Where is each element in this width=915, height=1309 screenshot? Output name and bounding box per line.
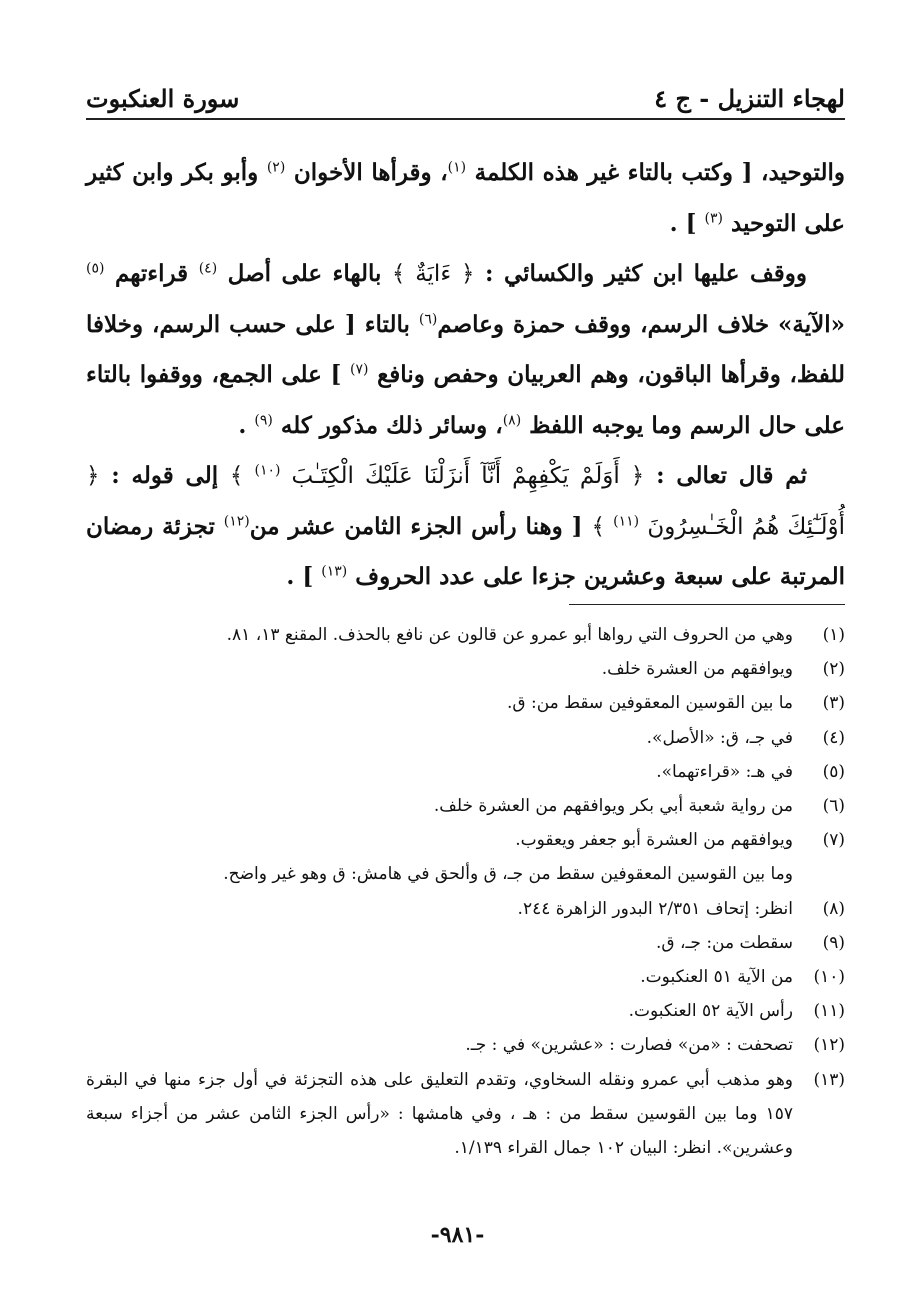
footnote-ref-3[interactable]: (٣) (704, 209, 724, 226)
footnote-ref-7[interactable]: (٧) (349, 361, 369, 378)
footnote-number: (١٣) (813, 1069, 845, 1090)
footnote (86, 823, 845, 857)
text-run: ] . (669, 209, 705, 237)
footnote-divider (569, 604, 845, 605)
footnote (86, 686, 845, 720)
footnote (86, 960, 845, 994)
footnote-number: (١١) (813, 1001, 845, 1022)
footnote-ref-10[interactable]: (١٠) (254, 462, 281, 479)
text-run: إلى قوله : (99, 462, 230, 489)
footnote-number: (٦) (822, 796, 845, 817)
footnote (86, 994, 845, 1028)
text-run: قراءتهم (104, 260, 199, 287)
footnote (86, 789, 845, 823)
footnote-number: (٧) (822, 830, 845, 851)
text-run: . (238, 411, 255, 439)
footnote-number: (٨) (822, 898, 845, 919)
footnote-ref-9[interactable]: (٩) (254, 411, 273, 428)
footnote (86, 755, 845, 789)
footnote-number: (٥) (822, 761, 845, 782)
footnote-text: في هـ: «قراءتهما». (656, 761, 793, 782)
book-title: لهجاء التنزيل - ج ٤ (654, 84, 845, 113)
quran-quote: ﴿ ءَايَةٌ ﴾ (391, 261, 475, 287)
quran-quote-end: ﴾ (229, 463, 255, 489)
text-run: ، وسائر ذلك مذكور كله (272, 411, 503, 439)
text-run: ووقف عليها ابن كثير والكسائي : (474, 260, 808, 287)
footnote-text: ويوافقهم من العشرة أبو جعفر ويعقوب. (515, 830, 793, 851)
paragraph-2 (86, 249, 845, 451)
text-run: ثم قال تعالى : (644, 462, 808, 489)
footnotes (86, 618, 845, 1165)
footnote-number: (٩) (822, 932, 845, 953)
footnote (86, 926, 845, 960)
main-text (86, 148, 845, 603)
text-run: بالهاء على أصل (217, 260, 392, 287)
footnote-text: من الآية ٥١ العنكبوت. (640, 967, 793, 988)
footnote-text: تصحفت : «من» فصارت : «عشرين» في : جـ. (465, 1035, 793, 1056)
footnote (86, 618, 845, 652)
paragraph-1 (86, 148, 845, 249)
footnote-number: (١) (822, 625, 845, 645)
footnote-number: (٤) (822, 727, 845, 748)
footnote-ref-12[interactable]: (١٢) (223, 512, 250, 529)
footnote-text: رأس الآية ٥٢ العنكبوت. (628, 1001, 793, 1022)
footnote-ref-8[interactable]: (٨) (502, 411, 522, 428)
footnote-number: (٣) (822, 693, 845, 714)
footnote-text: ما بين القوسين المعقوفين سقط من: ق. (507, 693, 793, 714)
footnote-ref-13[interactable]: (١٣) (321, 563, 348, 580)
footnote-ref-5[interactable]: (٥) (86, 260, 105, 277)
footnote-text: انظر: إتحاف ٢/٣٥١ البدور الزاهرة ٢٤٤. (517, 898, 793, 919)
text-run: تجزئة رمضان المرتبة على سبعة وعشرين جزءا على عدد الحروف (86, 512, 845, 590)
footnote-text: سقطت من: جـ، ق. (655, 932, 793, 953)
text-run: بالتاء [ على حسب الرسم، وخلافا للفظ، وقرأها الباقون، وهم العربيان وحفص ونافع (86, 310, 845, 388)
quran-quote-end: ﴾ (591, 513, 614, 540)
text-run: «الآية» خلاف الرسم، ووقف حمزة وعاصم (437, 310, 845, 338)
footnote-text: من رواية شعبة أبي بكر ويوافقهم من العشرة خلف. (433, 796, 793, 817)
footnote-text: وهو مذهب أبي عمرو ونقله السخاوي، وتقدم التعليق على هذه التجزئة في أول جزء منها في البقرة ١٥٧ وما بين القوسين سقط من : هـ ، وفي هامشها : «رأس الجزء الثامن عشر من أجزاء سبعة وعشرين». انظر: البيان ١٠٢ جمال القراء ١/١٣٩. (86, 1069, 793, 1159)
quran-quote: ﴿ أُوْلَـٰٓئِكَ هُمُ الْخَـٰسِرُونَ (86, 463, 845, 540)
surah-name: سورة العنكبوت (86, 84, 240, 113)
footnote-text: وهي من الحروف التي رواها أبو عمرو عن قالون عن نافع بالحذف. المقنع ١٣، ٨١. (226, 625, 793, 645)
text-run: والتوحيد، [ وكتب بالتاء غير هذه الكلمة (466, 159, 846, 186)
footnote-ref-6[interactable]: (٦) (418, 310, 438, 327)
footnote-continuation (86, 857, 845, 891)
quran-quote: ﴿ أَوَلَمْ يَكْفِهِمْ أَنَّآ أَنزَلْنَا عَلَيْكَ الْكِتَـٰبَ (280, 463, 645, 489)
footnote-number: (١٢) (813, 1035, 845, 1056)
footnote-ref-1[interactable]: (١) (447, 159, 467, 176)
footnote (86, 1063, 845, 1166)
footnote (86, 721, 845, 755)
paragraph-3 (86, 451, 845, 603)
text-run: ، وقرأها الأخوان (285, 159, 448, 186)
page-number: -٩٨١- (430, 1222, 485, 1248)
text-run: وأبو بكر وابن كثير على التوحيد (86, 159, 845, 237)
footnote (86, 1028, 845, 1062)
footnote-text: وما بين القوسين المعقوفين سقط من جـ، ق وألحق في هامش: ق وهو غير واضح. (223, 864, 793, 885)
footnote-text: ويوافقهم من العشرة خلف. (601, 659, 793, 680)
text-run: ] . (286, 563, 322, 590)
footnote (86, 892, 845, 926)
text-run: [ وهنا رأس الجزء الثامن عشر من (249, 512, 592, 540)
footnote-ref-2[interactable]: (٢) (266, 159, 286, 176)
footnote (86, 652, 845, 686)
footnote-number: (١٠) (813, 967, 845, 988)
running-header (86, 78, 845, 120)
footnote-text: في جـ، ق: «الأصل». (646, 727, 793, 748)
footnote-number: (٢) (822, 659, 845, 680)
footnote-ref-4[interactable]: (٤) (198, 260, 218, 277)
text-run: ] على الجمع، ووقفوا بالتاء على حال الرسم وما يوجبه اللفظ (86, 361, 845, 439)
footnote-ref-11[interactable]: (١١) (613, 512, 640, 529)
